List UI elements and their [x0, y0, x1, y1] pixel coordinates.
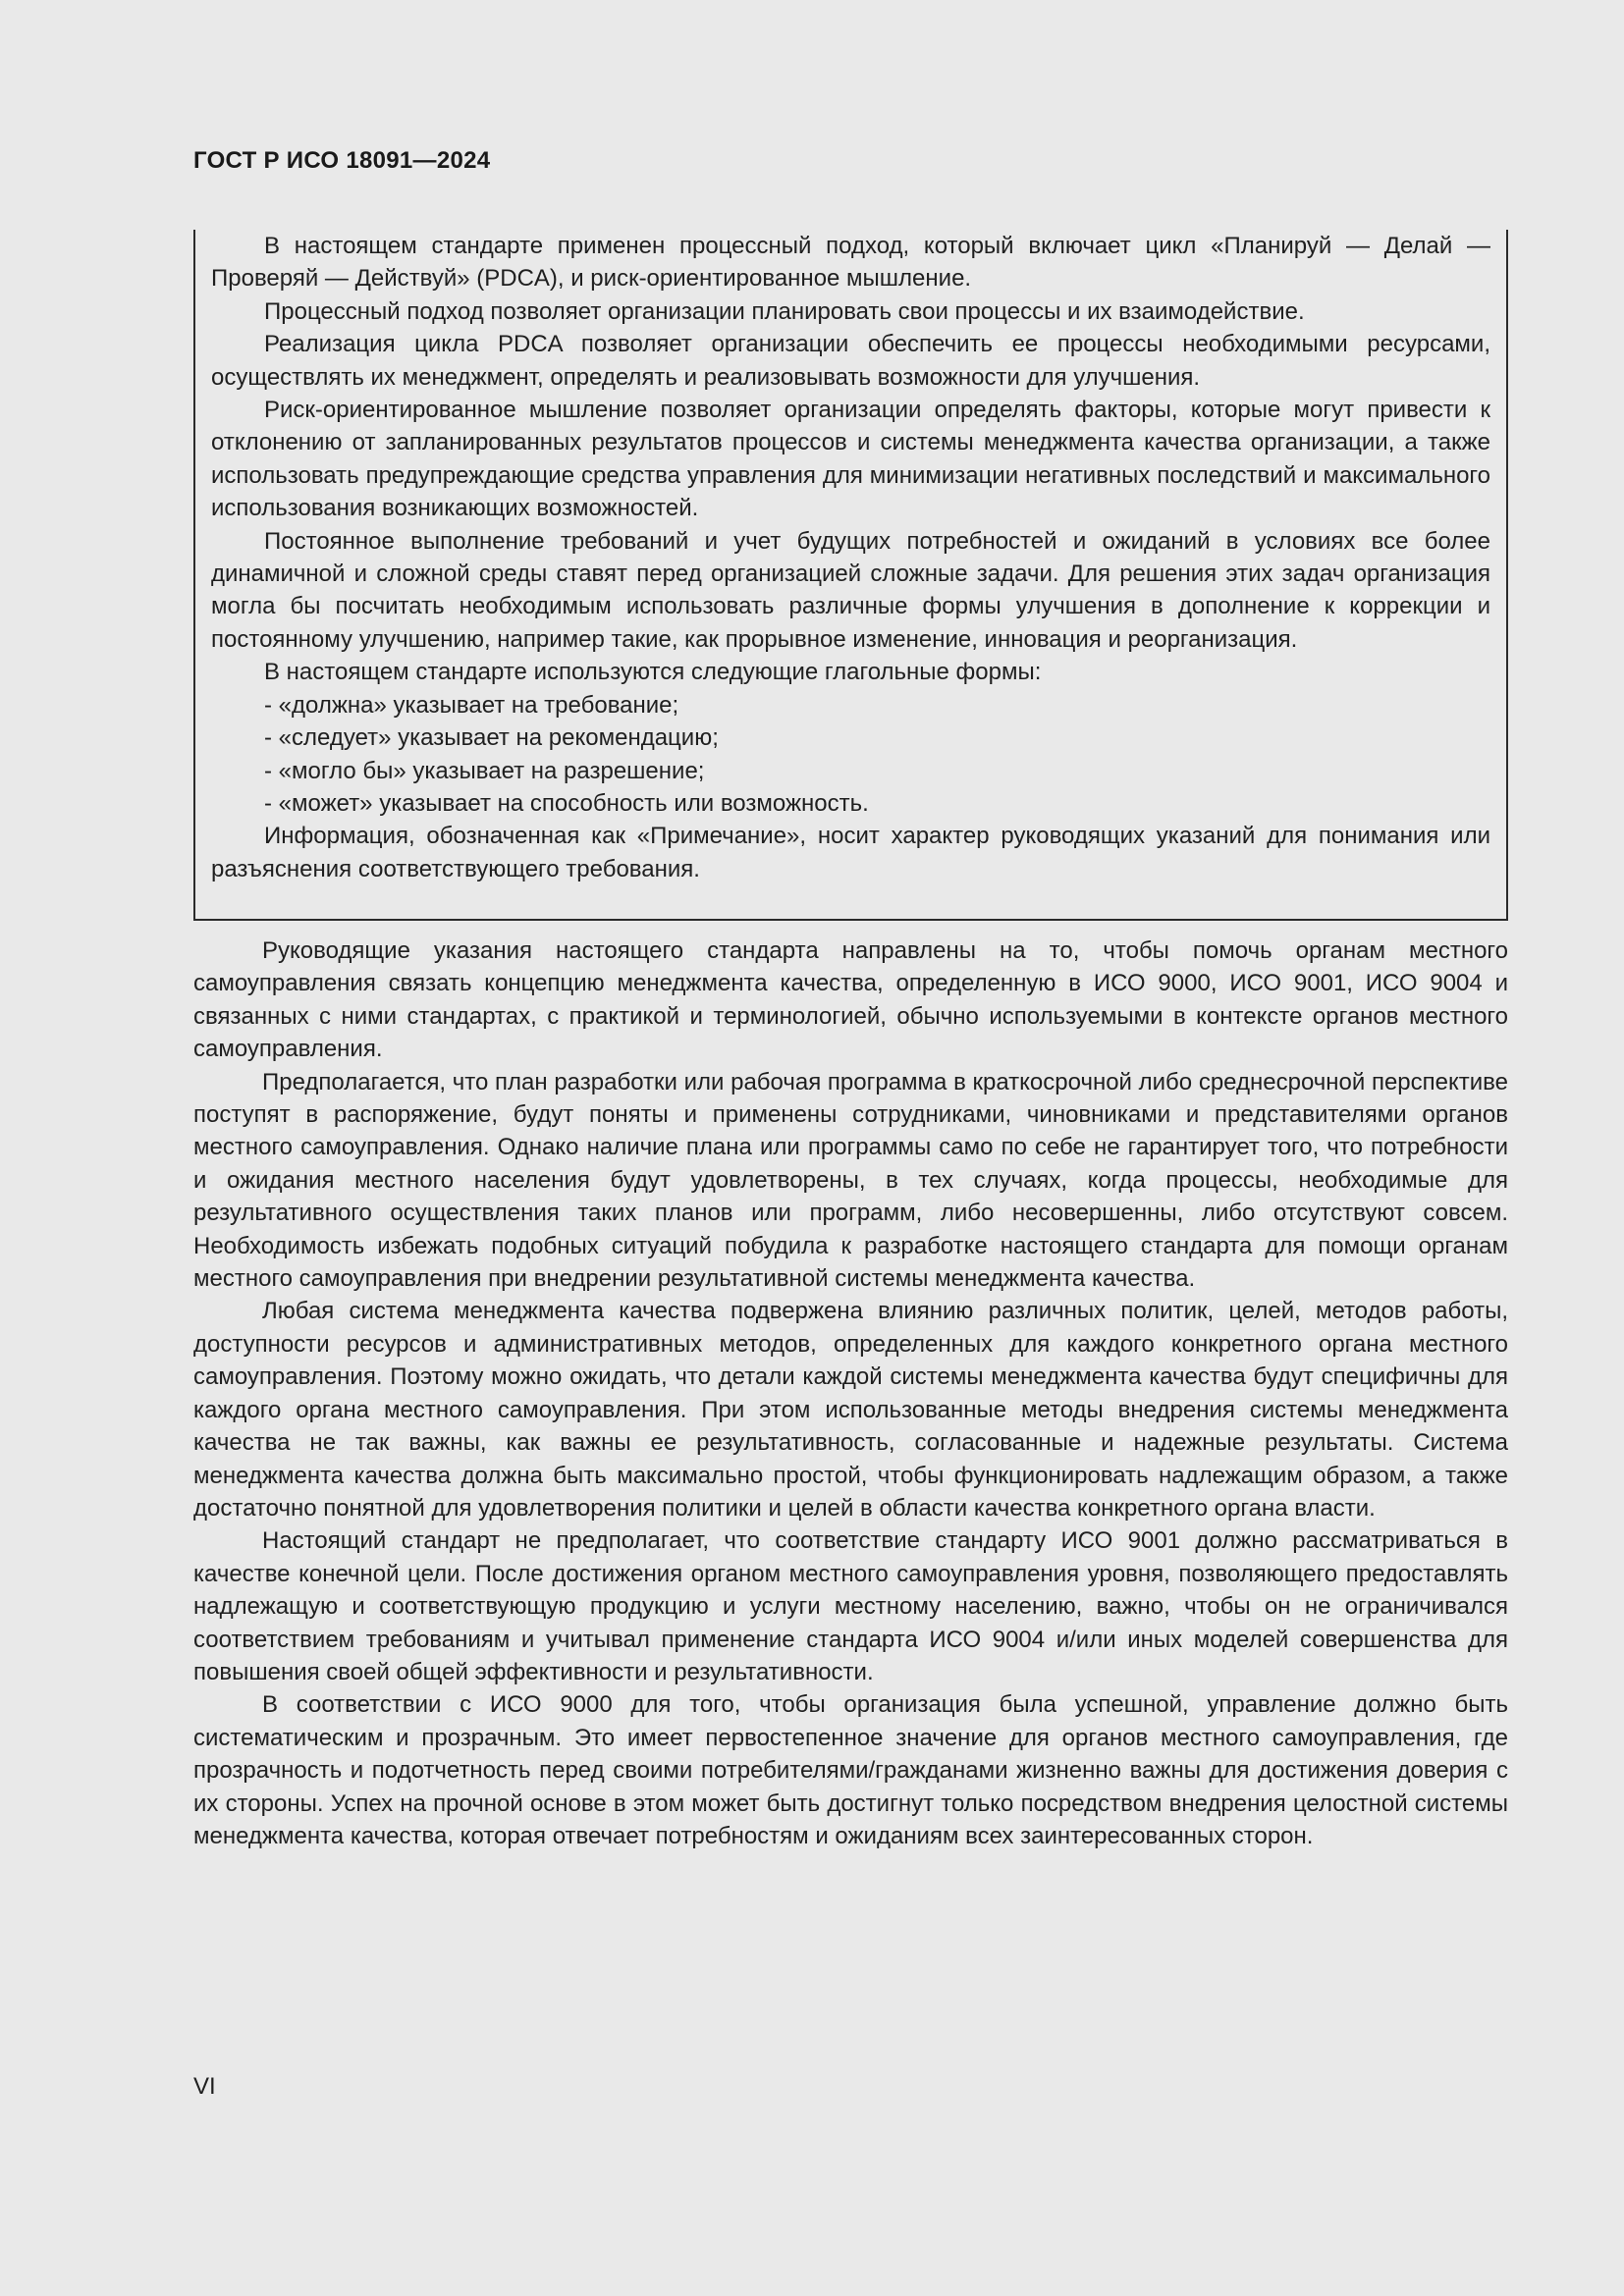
page-number: VI — [193, 2073, 216, 2100]
main-paragraph: Любая система менеджмента качества подвержена влиянию различных политик, целей, методов работы, доступности ресурсов и административных методов, определенных для каждого конкретного органа местного самоуправления. Поэтому можно ожидать, что детали каждой системы менеджмента качества будут специфичны для каждого органа местного самоуправления. При этом использованные методы внедрения системы менеджмента качества не так важны, как важны ее результативность, согласованные и надежные результаты. Система менеджмента качества должна быть максимально простой, чтобы функционировать надлежащим образом, а также достаточно понятной для удовлетворения политики и целей в области качества конкретного органа власти. — [193, 1298, 1508, 1522]
main-paragraph: Предполагается, что план разработки или рабочая программа в краткосрочной либо среднесрочной перспективе поступят в распоряжение, будут поняты и применены сотрудниками, чиновниками и представителями органов местного самоуправления. Однако наличие плана или программы само по себе не гарантирует того, что потребности и ожидания местного населения будут удовлетворены, в тех случаях, когда процессы, необходимые для результативного осуществления таких планов или программ, либо несовершенны, либо отсутствуют совсем. Необходимость избежать подобных ситуаций побудила к разработке настоящего стандарта для помощи органам местного самоуправления при внедрении результативной системы менеджмента качества. — [193, 1068, 1508, 1293]
box-paragraph: В настоящем стандарте применен процессный подход, который включает цикл «Планируй — Делай — Проверяй — Действуй» (PDCA), и риск-ориентированное мышление. — [211, 233, 1490, 293]
box-paragraph: Процессный подход позволяет организации планировать свои процессы и их взаимодействие. — [264, 297, 1305, 325]
box-paragraph: Постоянное выполнение требований и учет будущих потребностей и ожиданий в условиях все более динамичной и сложной среды ставят перед организацией сложные задачи. Для решения этих задач организация могла бы посчитать необходимым использовать различные формы улучшения в дополнение к коррекции и постоянному улучшению, например такие, как прорывное изменение, инновация и реорганизация. — [211, 527, 1490, 653]
main-text — [193, 934, 1508, 1852]
box-paragraph: Реализация цикла PDCA позволяет организации обеспечить ее процессы необходимыми ресурсами, осуществлять их менеджмент, определять и реализовывать возможности для улучшения. — [211, 331, 1490, 391]
verb-form-list-item: - «может» указывает на способность или возможность. — [264, 789, 869, 817]
document-header: ГОСТ Р ИСО 18091—2024 — [193, 147, 491, 174]
main-paragraph: Руководящие указания настоящего стандарта направлены на то, чтобы помочь органам местного самоуправления связать концепцию менеджмента качества, определенную в ИСО 9000, ИСО 9001, ИСО 9004 и связанных с ними стандартах, с практикой и терминологией, обычно используемыми в контексте органов местного самоуправления. — [193, 937, 1508, 1063]
main-paragraph: Настоящий стандарт не предполагает, что соответствие стандарту ИСО 9001 должно рассматриваться в качестве конечной цели. После достижения органом местного самоуправления уровня, позволяющего предоставлять надлежащую и соответствующую продукцию и услуги местному населению, важно, чтобы он не ограничивался соответствием требованиям и учитывал применение стандарта ИСО 9004 и/или иных моделей совершенства для повышения своей общей эффективности и результативности. — [193, 1527, 1508, 1685]
main-paragraph: В соответствии с ИСО 9000 для того, чтобы организация была успешной, управление должно быть систематическим и прозрачным. Это имеет первостепенное значение для органов местного самоуправления, где прозрачность и подотчетность перед своими потребителями/гражданами жизненно важны для достижения доверия с их стороны. Успех на прочной основе в этом может быть достигнут только посредством внедрения целостной системы менеджмента качества, которая отвечает потребностям и ожиданиям всех заинтересованных сторон. — [193, 1691, 1508, 1849]
introduction-box — [193, 230, 1508, 921]
box-paragraph: Риск-ориентированное мышление позволяет организации определять факторы, которые могут привести к отклонению от запланированных результатов процессов и системы менеджмента качества организации, а также использовать предупреждающие средства управления для минимизации негативных последствий и максимального использования возникающих возможностей. — [211, 397, 1490, 522]
box-paragraph: В настоящем стандарте используются следующие глагольные формы: — [264, 659, 1042, 686]
verb-form-list-item: - «следует» указывает на рекомендацию; — [264, 724, 719, 752]
verb-form-list-item: - «могло бы» указывает на разрешение; — [264, 757, 705, 784]
introduction-box-text — [211, 230, 1490, 885]
box-closing-paragraph: Информация, обозначенная как «Примечание», носит характер руководящих указаний для понимания или разъяснения соответствующего требования. — [211, 823, 1490, 882]
verb-form-list-item: - «должна» указывает на требование; — [264, 691, 679, 719]
